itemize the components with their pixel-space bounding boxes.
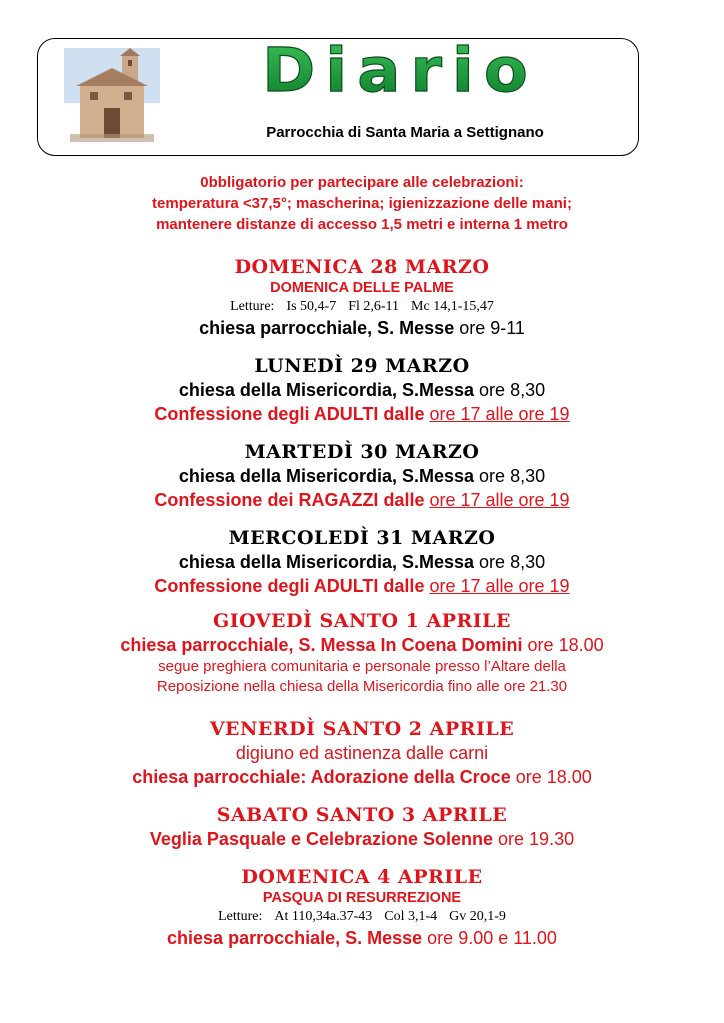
mass-line: chiesa della Misericordia, S.Messa ore 8,30 xyxy=(178,380,546,400)
confession-line: Confessione degli ADULTI dalle ore 17 alle ore 19 xyxy=(154,576,570,596)
svg-text:Diario: Diario xyxy=(262,38,538,106)
mass-line: chiesa della Misericordia, S.Messa ore 8,30 xyxy=(178,466,546,486)
day-note: Reposizione nella chiesa della Misericordia fino alle ore 21.30 xyxy=(156,678,568,695)
mass-line: chiesa parrocchiale, S. Messe ore 9-11 xyxy=(199,318,525,338)
day-title: DOMENICA 28 MARZO xyxy=(234,256,490,278)
day-note: segue preghiera comunitaria e personale presso l’Altare della xyxy=(158,658,566,675)
letture: Letture: At 110,34a.37-43 Col 3,1-4 Gv 20,1-9 xyxy=(218,909,506,924)
day-subtitle: PASQUA DI RESURREZIONE xyxy=(262,890,462,906)
day-title: SABATO SANTO 3 APRILE xyxy=(216,804,508,826)
day-title: GIOVEDÌ SANTO 1 APRILE xyxy=(212,610,512,632)
day-title: MARTEDÌ 30 MARZO xyxy=(244,441,480,463)
mass-line: chiesa parrocchiale: Adorazione della Croce ore 18.00 xyxy=(132,767,592,787)
mass-line: chiesa parrocchiale, S. Messe ore 9.00 e 11.00 xyxy=(167,928,557,948)
confession-line: Confessione dei RAGAZZI dalle ore 17 alle ore 19 xyxy=(154,490,570,510)
day-subtitle: DOMENICA DELLE PALME xyxy=(270,280,454,296)
day-title: LUNEDÌ 29 MARZO xyxy=(254,355,470,377)
day-title: DOMENICA 4 APRILE xyxy=(241,866,483,888)
day-title: VENERDÌ SANTO 2 APRILE xyxy=(209,718,515,740)
schedule xyxy=(0,172,724,950)
confession-line: Confessione degli ADULTI dalle ore 17 alle ore 19 xyxy=(154,404,570,424)
day-title: MERCOLEDÌ 31 MARZO xyxy=(228,527,496,549)
notice: 0bbligatorio per partecipare alle celebrazioni: temperatura <37,5°; mascherina; igienizzazione delle mani; mantenere distanze di accesso 1,5 metri e interna 1 metro xyxy=(152,174,572,233)
mass-line: Veglia Pasquale e Celebrazione Solenne ore 19.30 xyxy=(149,829,575,849)
diario-title xyxy=(180,38,620,108)
letture: Letture: Is 50,4-7 Fl 2,6-11 Mc 14,1-15,47 xyxy=(230,299,494,314)
mass-line: chiesa della Misericordia, S.Messa ore 8,30 xyxy=(178,552,546,572)
mass-line: chiesa parrocchiale, S. Messa In Coena Domini ore 18.00 xyxy=(120,635,604,655)
day-note: digiuno ed astinenza dalle carni xyxy=(235,743,489,763)
parish-subtitle: Parrocchia di Santa Maria a Settignano xyxy=(266,124,544,141)
